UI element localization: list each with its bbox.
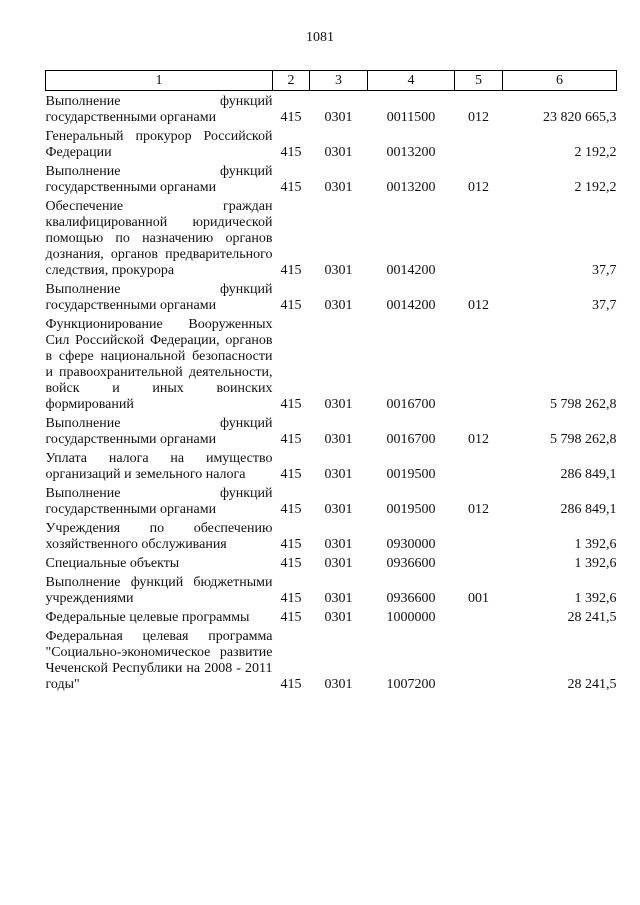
row-section-code-text: 0301 [324,677,353,692]
column-header-admin: 2 [273,71,310,91]
row-expense-type-text: 012 [468,502,489,517]
row-article-code [368,129,455,161]
row-expense-type [455,199,503,279]
row-article-code [368,317,455,413]
row-section-code-text: 0301 [324,610,353,625]
row-article-code-text: 0016700 [386,432,436,447]
row-expense-type [455,451,503,483]
row-article-code-text: 0013200 [386,145,436,160]
table-row [46,575,617,607]
row-admin-code [273,521,310,553]
row-section-code [310,575,368,607]
row-section-code [310,610,368,626]
table-row [46,129,617,161]
row-section-code [310,94,368,126]
row-expense-type [455,629,503,693]
row-amount-text: 37,7 [592,263,617,278]
row-admin-code [273,416,310,448]
row-name-text: Генеральный прокурор Российской Федерации [45,129,273,160]
row-admin-code [273,610,310,626]
row-admin-code [273,164,310,196]
row-section-code-text: 0301 [324,556,353,571]
row-name [46,199,273,279]
row-expense-type [455,575,503,607]
row-amount [503,575,617,607]
row-amount [503,486,617,518]
row-article-code [368,416,455,448]
row-section-code [310,416,368,448]
row-amount [503,164,617,196]
row-amount [503,610,617,626]
row-name [46,416,273,448]
row-admin-code-text: 415 [280,502,302,517]
row-admin-code-text: 415 [280,556,302,571]
row-amount [503,317,617,413]
table-row [46,610,617,626]
row-name [46,629,273,693]
row-name-text: Выполнение функций государственными органами [45,94,273,125]
row-admin-code [273,129,310,161]
row-amount-text: 28 241,5 [567,610,617,625]
row-amount [503,199,617,279]
table-row [46,199,617,279]
row-name-text: Обеспечение граждан квалифицированной юридической помощью по назначению органов дознания, органов предварительного следствия, прокурора [45,199,273,278]
budget-table [45,70,617,693]
row-name-text: Выполнение функций государственными органами [45,416,273,447]
table-row [46,317,617,413]
row-section-code [310,317,368,413]
row-name [46,486,273,518]
row-section-code-text: 0301 [324,502,353,517]
table-row [46,164,617,196]
row-name [46,556,273,572]
row-section-code-text: 0301 [324,263,353,278]
row-expense-type-text: 012 [468,180,489,195]
row-expense-type [455,416,503,448]
column-header-article: 4 [368,71,455,91]
row-name [46,610,273,626]
row-section-code [310,129,368,161]
row-name-text: Выполнение функций государственными органами [45,282,273,313]
row-amount [503,451,617,483]
row-admin-code [273,199,310,279]
row-admin-code [273,451,310,483]
row-section-code [310,521,368,553]
row-article-code [368,521,455,553]
row-expense-type-text: 001 [468,591,489,606]
row-admin-code-text: 415 [280,145,302,160]
row-amount [503,129,617,161]
row-article-code [368,199,455,279]
row-amount-text: 2 192,2 [574,180,617,195]
row-article-code-text: 1007200 [386,677,436,692]
row-article-code-text: 0019500 [386,467,436,482]
row-section-code [310,199,368,279]
row-section-code [310,164,368,196]
row-name [46,521,273,553]
row-name-text: Выполнение функций государственными органами [45,164,273,195]
page-number: 1081 [306,30,334,45]
row-article-code-text: 0013200 [386,180,436,195]
row-amount [503,94,617,126]
table-row [46,521,617,553]
row-article-code-text: 0930000 [386,537,436,552]
column-header-section: 3 [310,71,368,91]
row-admin-code-text: 415 [280,591,302,606]
row-article-code [368,94,455,126]
row-admin-code-text: 415 [280,467,302,482]
row-admin-code-text: 415 [280,432,302,447]
row-amount-text: 28 241,5 [567,677,617,692]
column-header-amount: 6 [503,71,617,91]
row-amount-text: 286 849,1 [560,467,617,482]
row-amount-text: 1 392,6 [574,537,617,552]
table-row [46,416,617,448]
table-header-row [46,71,617,91]
row-section-code [310,282,368,314]
row-amount-text: 23 820 665,3 [543,110,617,125]
row-amount-text: 1 392,6 [574,591,617,606]
column-header-type: 5 [455,71,503,91]
row-admin-code-text: 415 [280,180,302,195]
row-expense-type-text: 012 [468,110,489,125]
row-amount-text: 2 192,2 [574,145,617,160]
row-section-code-text: 0301 [324,397,353,412]
row-name-text: Выполнение функций государственными органами [45,486,273,517]
row-admin-code [273,317,310,413]
row-name-text: Уплата налога на имущество организаций и земельного налога [45,451,273,482]
row-section-code [310,556,368,572]
row-name [46,575,273,607]
row-amount [503,521,617,553]
table-row [46,94,617,126]
row-expense-type [455,610,503,626]
row-article-code [368,556,455,572]
row-name-text: Федеральная целевая программа "Социально-экономическое развитие Чеченской Республики на 2008 - 2011 годы" [45,629,273,692]
row-name-text: Учреждения по обеспечению хозяйственного обслуживания [45,521,273,552]
row-admin-code [273,629,310,693]
row-article-code [368,629,455,693]
row-name [46,164,273,196]
row-expense-type [455,556,503,572]
row-section-code-text: 0301 [324,432,353,447]
row-amount [503,416,617,448]
row-article-code [368,164,455,196]
row-amount [503,282,617,314]
row-name [46,129,273,161]
row-expense-type-text: 012 [468,432,489,447]
row-article-code-text: 0014200 [386,263,436,278]
row-admin-code-text: 415 [280,110,302,125]
row-article-code-text: 1000000 [386,610,436,625]
row-article-code-text: 0016700 [386,397,436,412]
row-section-code [310,629,368,693]
row-expense-type [455,317,503,413]
row-amount [503,629,617,693]
row-admin-code [273,486,310,518]
row-amount-text: 1 392,6 [574,556,617,571]
row-amount [503,556,617,572]
row-article-code [368,486,455,518]
row-expense-type [455,486,503,518]
row-section-code-text: 0301 [324,467,353,482]
row-section-code-text: 0301 [324,537,353,552]
row-admin-code-text: 415 [280,610,302,625]
row-article-code [368,451,455,483]
row-name-text: Специальные объекты [45,556,180,571]
row-article-code [368,282,455,314]
row-article-code-text: 0019500 [386,502,436,517]
row-admin-code-text: 415 [280,263,302,278]
row-amount-text: 37,7 [592,298,617,313]
row-admin-code-text: 415 [280,298,302,313]
table-row [46,282,617,314]
row-expense-type-text: 012 [468,298,489,313]
row-section-code-text: 0301 [324,298,353,313]
row-article-code [368,610,455,626]
row-admin-code-text: 415 [280,537,302,552]
row-name [46,317,273,413]
table-row [46,486,617,518]
row-article-code [368,575,455,607]
row-admin-code [273,282,310,314]
row-article-code-text: 0011500 [386,110,436,125]
row-section-code [310,451,368,483]
column-header-name: 1 [46,71,273,91]
row-expense-type [455,129,503,161]
row-section-code-text: 0301 [324,145,353,160]
row-article-code-text: 0936600 [386,556,436,571]
row-section-code-text: 0301 [324,180,353,195]
row-article-code-text: 0014200 [386,298,436,313]
row-name-text: Функционирование Вооруженных Сил Российской Федерации, органов в сфере национальной безопасности и правоохранительной деятельности, войск и иных воинских формирований [45,317,273,412]
table-body [46,91,617,694]
row-admin-code-text: 415 [280,677,302,692]
row-name-text: Федеральные целевые программы [45,610,250,625]
row-expense-type [455,94,503,126]
row-article-code-text: 0936600 [386,591,436,606]
row-name [46,94,273,126]
row-admin-code-text: 415 [280,397,302,412]
row-name [46,282,273,314]
row-expense-type [455,282,503,314]
row-amount-text: 286 849,1 [560,502,617,517]
table-row [46,451,617,483]
row-admin-code [273,94,310,126]
row-expense-type [455,164,503,196]
row-name-text: Выполнение функций бюджетными учреждениями [45,575,273,606]
table-row [46,556,617,572]
table-row [46,629,617,693]
row-section-code [310,486,368,518]
row-section-code-text: 0301 [324,591,353,606]
row-amount-text: 5 798 262,8 [550,397,617,412]
row-admin-code [273,575,310,607]
row-section-code-text: 0301 [324,110,353,125]
row-amount-text: 5 798 262,8 [550,432,617,447]
row-name [46,451,273,483]
row-expense-type [455,521,503,553]
row-admin-code [273,556,310,572]
